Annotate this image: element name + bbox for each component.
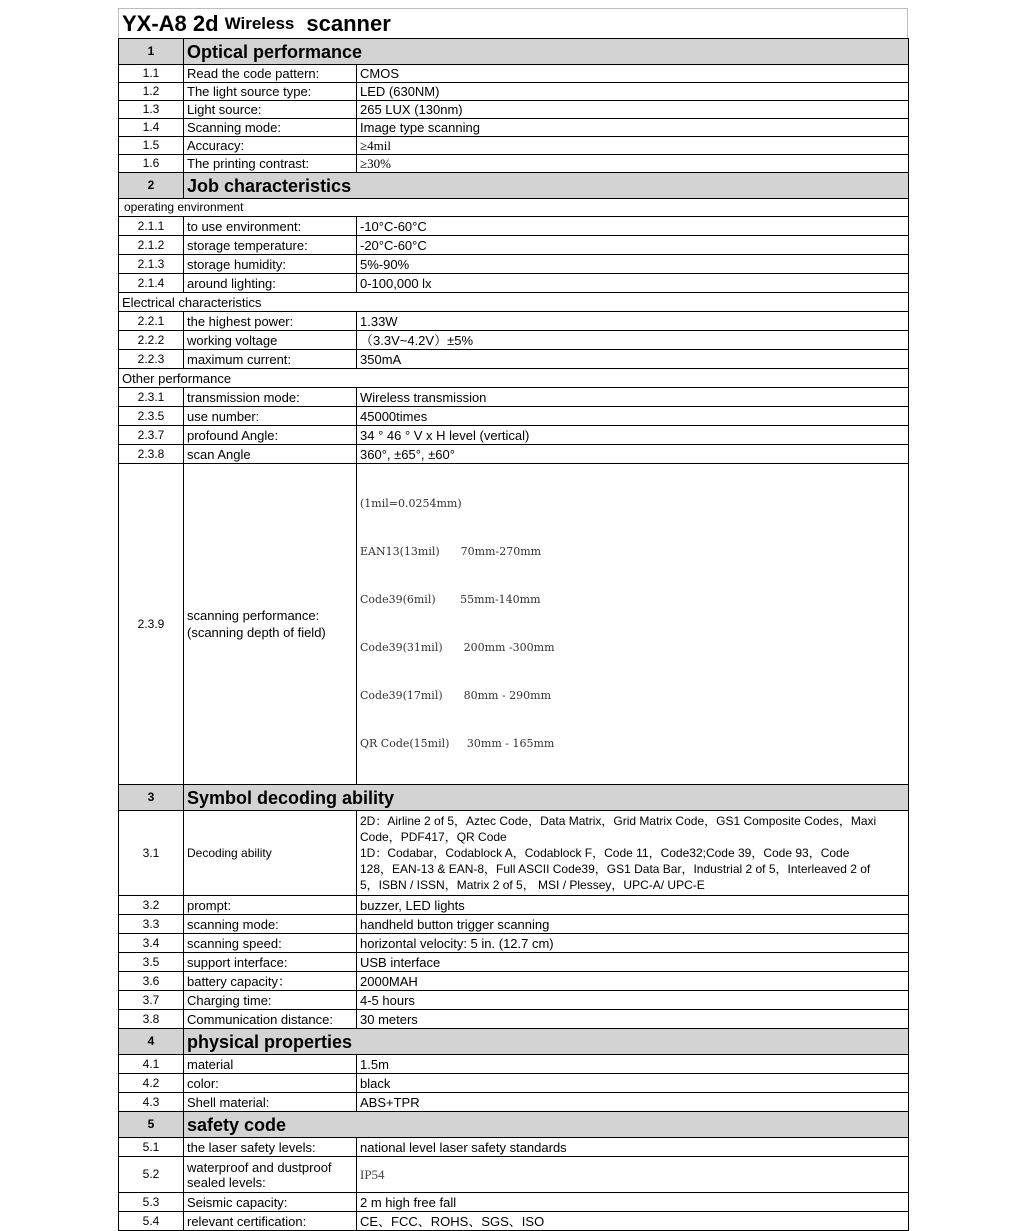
row-value: 1.33W xyxy=(357,312,909,331)
row-number: 3.6 xyxy=(119,972,184,991)
section-title: safety code xyxy=(184,1112,909,1138)
row-number: 2.3.9 xyxy=(119,464,184,785)
decoding-row xyxy=(119,811,909,896)
row-label: material xyxy=(184,1055,357,1074)
label-line: scanning performance: xyxy=(187,608,320,623)
decoding-list xyxy=(357,811,909,896)
row-number: 1.1 xyxy=(119,65,184,83)
row-number: 1.5 xyxy=(119,137,184,155)
scan-depth-line: EAN13(13mil) 70mm-270mm xyxy=(360,545,542,558)
row-number: 2.3.1 xyxy=(119,388,184,407)
table-row xyxy=(119,155,909,173)
row-label: Read the code pattern: xyxy=(184,65,357,83)
label-line: (scanning depth of field) xyxy=(187,625,326,640)
section-title: Optical performance xyxy=(184,39,909,65)
row-label: scanning speed: xyxy=(184,934,357,953)
section-header xyxy=(119,785,909,811)
row-number: 3.7 xyxy=(119,991,184,1010)
row-number: 3.1 xyxy=(119,811,184,896)
row-value: Wireless transmission xyxy=(357,388,909,407)
row-label: use number: xyxy=(184,407,357,426)
section-header xyxy=(119,39,909,65)
row-value: CE、FCC、ROHS、SGS、ISO xyxy=(357,1212,909,1231)
row-number: 5.4 xyxy=(119,1212,184,1231)
row-value: IP54 xyxy=(357,1157,909,1193)
table-row xyxy=(119,119,909,137)
table-row xyxy=(119,445,909,464)
row-value: 30 meters xyxy=(357,1010,909,1029)
row-value: ≥30% xyxy=(357,155,909,173)
group-header xyxy=(119,369,909,388)
decoding-line: 128，EAN-13 & EAN-8，Full ASCII Code39，GS1 Data Bar，Industrial 2 of 5，Interleaved 2 of xyxy=(360,862,871,876)
table-row xyxy=(119,896,909,915)
table-row xyxy=(119,1138,909,1157)
section-title: Job characteristics xyxy=(184,173,909,199)
row-number: 2.3.8 xyxy=(119,445,184,464)
group-title: Other performance xyxy=(119,369,909,388)
section-header xyxy=(119,1029,909,1055)
row-label: Light source: xyxy=(184,101,357,119)
section-number: 3 xyxy=(119,785,184,811)
row-label: battery capacity： xyxy=(184,972,357,991)
row-value: 0-100,000 lx xyxy=(357,274,909,293)
row-value: ≥4mil xyxy=(357,137,909,155)
row-label: Scanning mode: xyxy=(184,119,357,137)
scan-depth-line: Code39(17mil) 80mm - 290mm xyxy=(360,689,552,702)
row-number: 5.3 xyxy=(119,1193,184,1212)
table-row xyxy=(119,991,909,1010)
row-label: working voltage xyxy=(184,331,357,350)
scan-depth-line: QR Code(15mil) 30mm - 165mm xyxy=(360,737,555,750)
row-value: black xyxy=(357,1074,909,1093)
table-row xyxy=(119,331,909,350)
row-label: around lighting: xyxy=(184,274,357,293)
row-number: 1.2 xyxy=(119,83,184,101)
table-row xyxy=(119,388,909,407)
row-value: 265 LUX (130nm) xyxy=(357,101,909,119)
table-row xyxy=(119,83,909,101)
table-row xyxy=(119,953,909,972)
row-label: Accuracy: xyxy=(184,137,357,155)
scan-depth-list xyxy=(357,464,909,785)
section-title: physical properties xyxy=(184,1029,909,1055)
row-number: 5.1 xyxy=(119,1138,184,1157)
row-value: ABS+TPR xyxy=(357,1093,909,1112)
row-number: 4.1 xyxy=(119,1055,184,1074)
row-value: 34 ° 46 ° V x H level (vertical) xyxy=(357,426,909,445)
row-value: national level laser safety standards xyxy=(357,1138,909,1157)
row-label: The printing contrast: xyxy=(184,155,357,173)
row-number: 1.6 xyxy=(119,155,184,173)
row-label xyxy=(184,464,357,785)
row-label xyxy=(184,1157,357,1193)
scan-depth-line: (1mil=0.0254mm) xyxy=(360,497,462,510)
row-number: 3.2 xyxy=(119,896,184,915)
group-header xyxy=(119,293,909,312)
row-number: 5.2 xyxy=(119,1157,184,1193)
row-label: support interface: xyxy=(184,953,357,972)
title-model: YX-A8 2d xyxy=(122,11,219,36)
row-number: 2.3.7 xyxy=(119,426,184,445)
table-row xyxy=(119,350,909,369)
row-label: scan Angle xyxy=(184,445,357,464)
row-value: buzzer, LED lights xyxy=(357,896,909,915)
title-scanner: scanner xyxy=(306,11,391,36)
row-label: profound Angle: xyxy=(184,426,357,445)
table-row xyxy=(119,65,909,83)
row-number: 2.1.3 xyxy=(119,255,184,274)
table-row xyxy=(119,1193,909,1212)
row-number: 2.1.2 xyxy=(119,236,184,255)
row-label: maximum current: xyxy=(184,350,357,369)
table-row xyxy=(119,1010,909,1029)
section-title: Symbol decoding ability xyxy=(184,785,909,811)
row-number: 2.2.3 xyxy=(119,350,184,369)
row-number: 1.3 xyxy=(119,101,184,119)
row-value: 2 m high free fall xyxy=(357,1193,909,1212)
row-number: 1.4 xyxy=(119,119,184,137)
row-label: Shell material: xyxy=(184,1093,357,1112)
group-title: operating environment xyxy=(119,199,909,217)
table-row xyxy=(119,312,909,331)
row-value: handheld button trigger scanning xyxy=(357,915,909,934)
row-value: USB interface xyxy=(357,953,909,972)
label-line: waterproof and dustproof xyxy=(187,1159,332,1175)
label-line: sealed levels: xyxy=(187,1174,266,1190)
decoding-line: 5，ISBN / ISSN，Matrix 2 of 5， MSI / Plessey，UPC-A/ UPC-E xyxy=(360,878,705,892)
decoding-line: 2D：Airline 2 of 5，Aztec Code，Data Matrix，Grid Matrix Code，GS1 Composite Codes，Maxi xyxy=(360,814,877,828)
row-label: The light source type: xyxy=(184,83,357,101)
row-label: storage temperature: xyxy=(184,236,357,255)
table-row xyxy=(119,255,909,274)
table-row xyxy=(119,1157,909,1193)
table-row xyxy=(119,236,909,255)
title-wireless: Wireless xyxy=(224,14,295,33)
group-header xyxy=(119,199,909,217)
section-number: 5 xyxy=(119,1112,184,1138)
group-title: Electrical characteristics xyxy=(119,293,909,312)
table-row xyxy=(119,217,909,236)
table-row xyxy=(119,1055,909,1074)
row-label: Seismic capacity: xyxy=(184,1193,357,1212)
row-label: to use environment: xyxy=(184,217,357,236)
row-value: LED (630NM) xyxy=(357,83,909,101)
row-number: 2.1.4 xyxy=(119,274,184,293)
row-label: the laser safety levels: xyxy=(184,1138,357,1157)
row-number: 3.5 xyxy=(119,953,184,972)
row-number: 2.1.1 xyxy=(119,217,184,236)
row-value: 5%-90% xyxy=(357,255,909,274)
row-number: 3.8 xyxy=(119,1010,184,1029)
row-label: prompt: xyxy=(184,896,357,915)
row-label: Charging time: xyxy=(184,991,357,1010)
table-row xyxy=(119,426,909,445)
row-value: CMOS xyxy=(357,65,909,83)
table-row xyxy=(119,1074,909,1093)
section-number: 4 xyxy=(119,1029,184,1055)
decoding-line: 1D：Codabar，Codablock A，Codablock F，Code 11，Code32;Code 39，Code 93，Code xyxy=(360,846,850,860)
spec-table xyxy=(118,38,909,1231)
row-value: 2000MAH xyxy=(357,972,909,991)
table-row xyxy=(119,1093,909,1112)
section-header xyxy=(119,173,909,199)
page-title xyxy=(118,8,908,38)
row-number: 2.3.5 xyxy=(119,407,184,426)
row-number: 4.2 xyxy=(119,1074,184,1093)
scan-depth-line: Code39(31mil) 200mm -300mm xyxy=(360,641,555,654)
row-number: 3.3 xyxy=(119,915,184,934)
table-row xyxy=(119,972,909,991)
section-header xyxy=(119,1112,909,1138)
scan-performance-row xyxy=(119,464,909,785)
table-row xyxy=(119,934,909,953)
table-row xyxy=(119,274,909,293)
scan-depth-line: Code39(6mil) 55mm-140mm xyxy=(360,593,541,606)
table-row xyxy=(119,137,909,155)
section-number: 2 xyxy=(119,173,184,199)
row-number: 2.2.2 xyxy=(119,331,184,350)
row-label: Communication distance: xyxy=(184,1010,357,1029)
row-value: -20°C-60°C xyxy=(357,236,909,255)
row-value: horizontal velocity: 5 in. (12.7 cm) xyxy=(357,934,909,953)
row-label: the highest power: xyxy=(184,312,357,331)
section-number: 1 xyxy=(119,39,184,65)
row-label: relevant certification: xyxy=(184,1212,357,1231)
row-number: 3.4 xyxy=(119,934,184,953)
table-row xyxy=(119,407,909,426)
row-value: 360°, ±65°, ±60° xyxy=(357,445,909,464)
row-label: storage humidity: xyxy=(184,255,357,274)
row-value: -10°C-60°C xyxy=(357,217,909,236)
row-value: Image type scanning xyxy=(357,119,909,137)
row-value: 45000times xyxy=(357,407,909,426)
row-value: 4-5 hours xyxy=(357,991,909,1010)
row-number: 2.2.1 xyxy=(119,312,184,331)
row-label: Decoding ability xyxy=(184,811,357,896)
row-value: （3.3V~4.2V）±5% xyxy=(357,331,909,350)
decoding-line: Code，PDF417，QR Code xyxy=(360,830,507,844)
table-row xyxy=(119,1212,909,1231)
row-value: 350mA xyxy=(357,350,909,369)
row-label: transmission mode: xyxy=(184,388,357,407)
spec-sheet xyxy=(118,8,908,1231)
row-label: scanning mode: xyxy=(184,915,357,934)
row-value: 1.5m xyxy=(357,1055,909,1074)
row-number: 4.3 xyxy=(119,1093,184,1112)
table-row xyxy=(119,915,909,934)
row-label: color: xyxy=(184,1074,357,1093)
table-row xyxy=(119,101,909,119)
